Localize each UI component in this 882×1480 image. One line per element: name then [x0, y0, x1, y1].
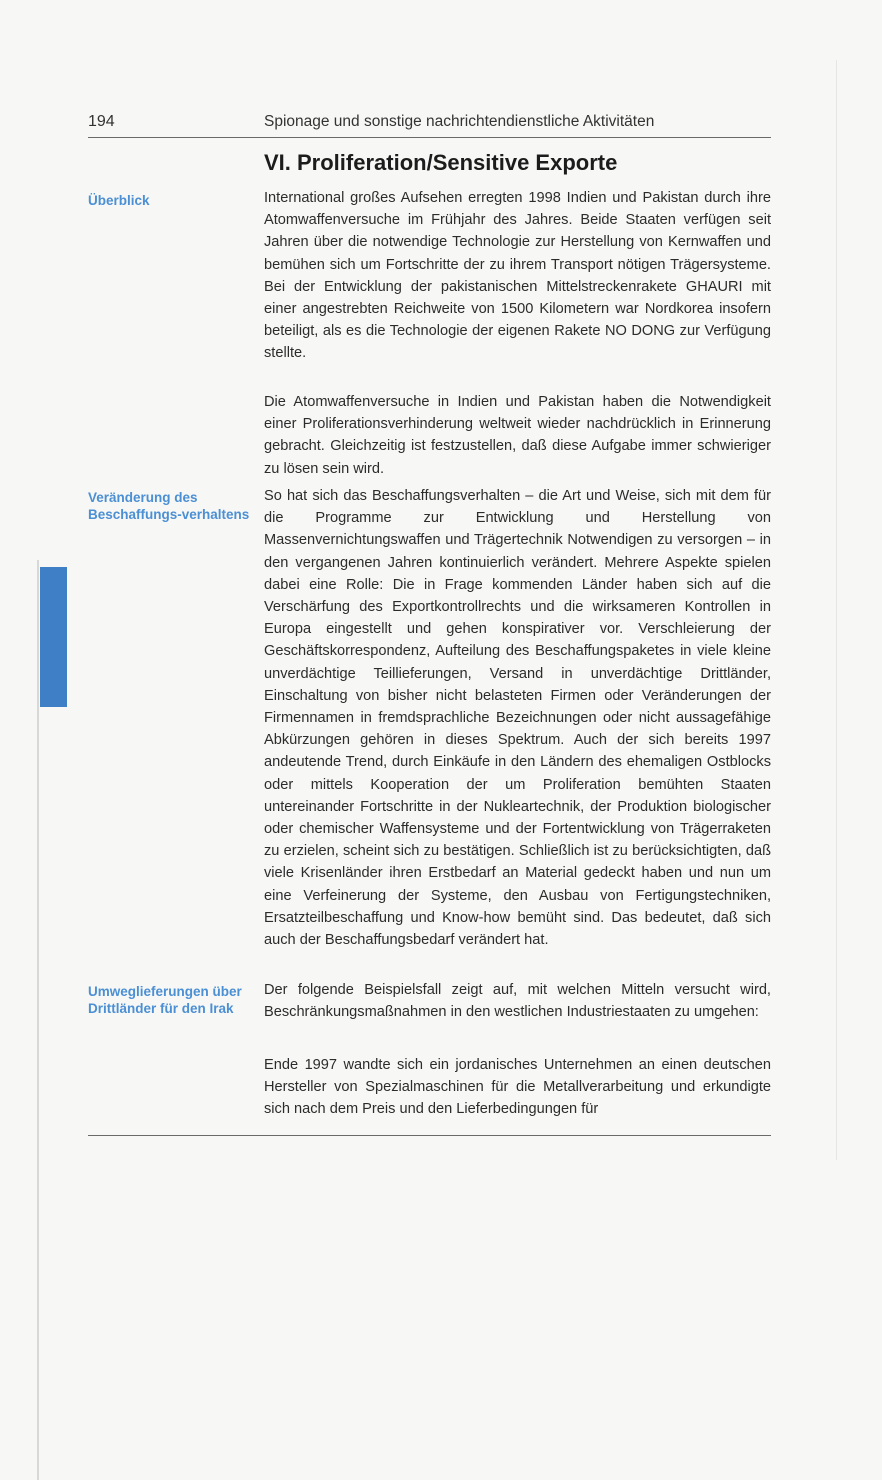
paragraph-3: So hat sich das Beschaffungsverhalten – die Art und Weise, sich mit dem für die Programme zur Entwicklung und Herstellung von Massenvernichtungswaffen und Trägertechnik Notwendigen zu versorgen – in den vergangenen Jahren kontinuierlich verändert. Mehrere Aspekte spielen dabei eine Rolle: Die in Frage kommenden Länder haben sich auf die Verschärfung des Exportkontrollrechts und die wirksameren Kontrollen in Europa eingestellt und gehen konspirativer vor. Verschleierung der Geschäftskorrespondenz, Aufteilung des Beschaffungspaketes in viele kleine unverdächtige Teillieferungen, Versand in unverdächtige Drittländer, Einschaltung von bisher nicht belasteten Firmen oder Veränderungen der Firmennamen in fremdsprachliche Bezeichnungen oder nicht aussagefähige Abkürzungen gehören in dieses Spektrum. Auch der sich bereits 1997 andeutende Trend, durch Einkäufe in den Ländern des ehemaligen Ostblocks oder mittels Kooperation der um Proliferation bemühten Staaten untereinander Fortschritte in der Nukleartechnik, der Produktion biologischer oder chemischer Waffensysteme und der Fortentwicklung von Trägerraketen zu erzielen, scheint sich zu bestätigen. Schließlich ist zu berücksichtigten, daß viele Krisenländer ihren Erstbedarf an Material gedeckt haben und nun um eine Verfeinerung der Systeme, den Ausbau von Fertigungstechniken, Ersatzteilbeschaffung und Know-how bemüht sind. Das bedeutet, daß sich auch der Beschaffungsbedarf verändert hat. [264, 488, 771, 949]
paragraph-4: Der folgende Beispielsfall zeigt auf, mit welchen Mitteln versucht wird, Beschränkungsmaßnahmen in den westlichen Industriestaaten zu umgehen: [264, 982, 771, 1021]
side-heading-rerouting: Umweglieferungen über Drittländer für den Irak [88, 984, 242, 1016]
running-title: Spionage und sonstige nachrichtendienstliche Aktivitäten [264, 113, 655, 130]
footer-rule [88, 1135, 771, 1136]
page-edge-shadow-right [836, 60, 837, 1160]
margin-marker-bar [40, 567, 67, 707]
side-heading-procurement-change: Veränderung des Beschaffungs-verhaltens [88, 490, 250, 522]
paragraph-5: Ende 1997 wandte sich ein jordanisches Unternehmen an einen deutschen Hersteller von Spezialmaschinen für die Metallverarbeitung und erkundigte sich nach dem Preis und den Lieferbedingungen für [264, 1057, 771, 1118]
paragraph-2: Die Atomwaffenversuche in Indien und Pakistan haben die Notwendigkeit einer Proliferationsverhinderung weltweit wieder nachdrücklich in Erinnerung gebracht. Gleichzeitig ist festzustellen, daß diese Aufgabe immer schwieriger zu lösen sein wird. [264, 394, 771, 477]
page-edge-shadow [37, 560, 39, 1480]
section-title: VI. Proliferation/Sensitive Exporte [264, 150, 618, 175]
page-number: 194 [88, 113, 115, 130]
side-heading-overview: Überblick [88, 193, 150, 208]
paragraph-1: International großes Aufsehen erregten 1998 Indien und Pakistan durch ihre Atomwaffenversuche im Frühjahr des Jahres. Beide Staaten verfügen seit Jahren über die notwendige Technologie zur Herstellung von Kernwaffen und bemühen sich um Fortschritte der zu ihrem Transport nötigen Trägersysteme. Bei der Entwicklung der pakistanischen Mittelstreckenrakete GHAURI mit einer angestrebten Reichweite von 1500 Kilometern war Nordkorea insofern beteiligt, als es die Technologie der eigenen Rakete NO DONG zur Verfügung stellte. [264, 190, 771, 362]
running-header [88, 113, 771, 138]
